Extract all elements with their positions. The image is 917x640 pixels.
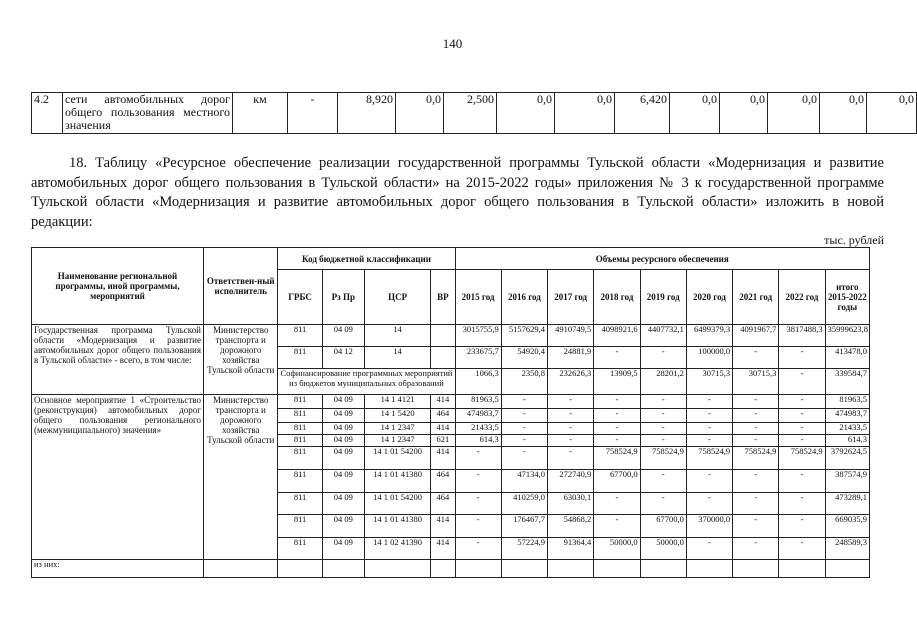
cell-value: - [779, 493, 825, 515]
cell-value: 474983,7 [825, 409, 869, 423]
cell-value: 21433,5 [455, 423, 501, 435]
cell-vr [431, 347, 455, 369]
cell-value: - [686, 435, 732, 447]
cell-value: - [594, 395, 640, 409]
header-year: 2020 год [686, 270, 732, 325]
cell-value: 669035,9 [825, 515, 869, 538]
cell-value: - [501, 409, 547, 423]
cell-value: - [779, 515, 825, 538]
cofinancing-label: Софинансирование программных мероприятий из бюджетов муниципальных образований [278, 369, 455, 395]
footer-label: из них: [32, 560, 204, 578]
header-row [32, 248, 870, 270]
cell-value: - [455, 538, 501, 560]
cell-value: - [733, 347, 779, 369]
cell-value: - [733, 409, 779, 423]
row-value: 8,920 [338, 93, 396, 134]
cell-rzpr: 04 09 [322, 493, 364, 515]
cell-value: 410259,0 [501, 493, 547, 515]
cell-value: 81963,5 [455, 395, 501, 409]
row-value: 0,0 [670, 93, 720, 134]
cell-value: - [733, 470, 779, 493]
cell-csr: 14 1 02 41390 [364, 538, 430, 560]
cell-value: - [640, 435, 686, 447]
cell-value: - [455, 447, 501, 470]
page-number: 140 [442, 36, 463, 51]
cell-value: 13909,5 [594, 369, 640, 395]
cell-value: - [594, 409, 640, 423]
cell-value: - [733, 435, 779, 447]
empty-cell [322, 560, 364, 578]
program-name: Государственная программа Тульской области «Модернизация и развитие автомобильных дорог общего пользования в Тульской области» - всего, в том числе: [32, 325, 204, 395]
cell-value: 473289,1 [825, 493, 869, 515]
row-value: 0,0 [867, 93, 917, 134]
cell-value: 413478,0 [825, 347, 869, 369]
cell-vr: 464 [431, 493, 455, 515]
empty-cell [364, 560, 430, 578]
cell-csr: 14 [364, 347, 430, 369]
cell-rzpr: 04 09 [322, 435, 364, 447]
cell-value: - [779, 395, 825, 409]
cell-value: 176467,7 [501, 515, 547, 538]
header-year: 2015 год [455, 270, 501, 325]
empty-cell [431, 560, 455, 578]
cell-value: - [594, 515, 640, 538]
cell-rzpr: 04 12 [322, 347, 364, 369]
row-name: сети автомобильных дорог общего пользования местного значения [63, 93, 233, 134]
cell-value: 21433,5 [825, 423, 869, 435]
cell-vr: 414 [431, 515, 455, 538]
paragraph: 18. Таблицу «Ресурсное обеспечение реализации государственной программы Тульской области «Модернизация и развитие автомобильных дорог общего пользования в Тульской области» на 2015-2022 годы» приложения № 3 к государственной программе Тульской области «Модернизация и развитие автомобильных дорог общего пользования в Тульской области» изложить в новой редакции: [31, 155, 884, 230]
cell-grbs: 811 [278, 395, 322, 409]
cell-value: - [733, 538, 779, 560]
cell-value: - [733, 493, 779, 515]
cell-value: - [686, 538, 732, 560]
row-value: 0,0 [396, 93, 444, 134]
cell-rzpr: 04 09 [322, 447, 364, 470]
empty-cell [825, 560, 869, 578]
row-unit: км [233, 93, 288, 134]
cell-value: 4098921,6 [594, 325, 640, 347]
cell-rzpr: 04 09 [322, 470, 364, 493]
row-value: 6,420 [615, 93, 670, 134]
cell-value: 100000,0 [686, 347, 732, 369]
row-value: 0,0 [497, 93, 555, 134]
cell-value: - [779, 470, 825, 493]
cell-value: 3015755,9 [455, 325, 501, 347]
cell-value: 24881,9 [548, 347, 594, 369]
table-row [32, 93, 917, 134]
cell-value: - [779, 423, 825, 435]
cell-value: 2350,8 [501, 369, 547, 395]
cell-value: 614,3 [825, 435, 869, 447]
cell-value: 54920,4 [501, 347, 547, 369]
cell-csr: 14 1 2347 [364, 423, 430, 435]
row-value: 0,0 [720, 93, 768, 134]
cell-csr: 14 [364, 325, 430, 347]
cell-value: 47134,0 [501, 470, 547, 493]
cell-vr: 464 [431, 409, 455, 423]
cell-value: 370000,0 [686, 515, 732, 538]
cell-vr: 414 [431, 423, 455, 435]
cell-value: 30715,3 [686, 369, 732, 395]
cell-value: 4407732,1 [640, 325, 686, 347]
cell-value: - [548, 423, 594, 435]
header-year: 2018 год [594, 270, 640, 325]
header-year: 2022 год [779, 270, 825, 325]
measure-name: Основное мероприятие 1 «Строительство (реконструкция) автомобильных дорог общего пользования регионального (межмуниципального) значения» [32, 395, 204, 560]
header-rzpr: Рз Пр [322, 270, 364, 325]
cell-rzpr: 04 09 [322, 395, 364, 409]
cell-value: 758524,9 [686, 447, 732, 470]
cell-value: - [640, 493, 686, 515]
cell-grbs: 811 [278, 493, 322, 515]
top-table [31, 92, 917, 134]
cell-value: 35999623,8 [825, 325, 869, 347]
cell-value: - [548, 395, 594, 409]
cell-value: - [733, 395, 779, 409]
cell-csr: 14 1 4121 [364, 395, 430, 409]
empty-cell [204, 560, 278, 578]
cell-value: 3817488,3 [779, 325, 825, 347]
empty-cell [501, 560, 547, 578]
cell-value: 30715,3 [733, 369, 779, 395]
header-csr: ЦСР [364, 270, 430, 325]
cell-vr: 414 [431, 395, 455, 409]
cell-value: 614,3 [455, 435, 501, 447]
cell-value: 50000,0 [594, 538, 640, 560]
cell-rzpr: 04 09 [322, 409, 364, 423]
cell-vr: 414 [431, 447, 455, 470]
cell-value: 5157629,4 [501, 325, 547, 347]
cell-value: - [779, 409, 825, 423]
cell-value: - [548, 435, 594, 447]
cell-value: - [548, 409, 594, 423]
empty-cell [779, 560, 825, 578]
cell-grbs: 811 [278, 423, 322, 435]
cell-value: - [779, 347, 825, 369]
cell-value: 57224,9 [501, 538, 547, 560]
cell-value: - [594, 435, 640, 447]
header-total: итого 2015-2022 годы [825, 270, 869, 325]
cell-value: 6499379,3 [686, 325, 732, 347]
cell-vr [431, 325, 455, 347]
cell-value: - [594, 423, 640, 435]
cell-value: - [733, 423, 779, 435]
table-row [32, 325, 870, 347]
cell-grbs: 811 [278, 325, 322, 347]
cell-rzpr: 04 09 [322, 538, 364, 560]
cell-value: - [640, 395, 686, 409]
cell-value: 67700,0 [594, 470, 640, 493]
cell-value: 54868,2 [548, 515, 594, 538]
cell-grbs: 811 [278, 515, 322, 538]
cell-value: - [501, 423, 547, 435]
measure-executor: Министерство транспорта и дорожного хозяйства Тульской области [204, 395, 278, 560]
cell-value: - [686, 493, 732, 515]
cell-vr: 464 [431, 470, 455, 493]
cell-value: 758524,9 [733, 447, 779, 470]
header-name: Наименование региональной программы, иной программы, мероприятий [32, 248, 204, 325]
row-value: 0,0 [768, 93, 820, 134]
cell-value: 339584,7 [825, 369, 869, 395]
cell-csr: 14 1 01 54200 [364, 447, 430, 470]
cell-value: - [501, 395, 547, 409]
header-grbs: ГРБС [278, 270, 322, 325]
cell-csr: 14 1 2347 [364, 435, 430, 447]
cell-value: 3792624,5 [825, 447, 869, 470]
cell-value: 4091967,7 [733, 325, 779, 347]
cell-value: - [640, 409, 686, 423]
cell-rzpr: 04 09 [322, 325, 364, 347]
empty-cell [686, 560, 732, 578]
cell-grbs: 811 [278, 538, 322, 560]
empty-cell [455, 560, 501, 578]
cell-csr: 14 1 01 41380 [364, 515, 430, 538]
header-year: 2019 год [640, 270, 686, 325]
cell-value: 232626,3 [548, 369, 594, 395]
cell-value: - [640, 347, 686, 369]
cell-value: 81963,5 [825, 395, 869, 409]
cell-value: 28201,2 [640, 369, 686, 395]
cell-value: 4910749,5 [548, 325, 594, 347]
cell-grbs: 811 [278, 409, 322, 423]
cell-value: - [455, 493, 501, 515]
row-number: 4.2 [32, 93, 63, 134]
cell-value: - [686, 409, 732, 423]
header-year: 2021 год [733, 270, 779, 325]
program-executor: Министерство транспорта и дорожного хозяйства Тульской области [204, 325, 278, 395]
cell-vr: 414 [431, 538, 455, 560]
cell-value: 1066,3 [455, 369, 501, 395]
cell-grbs: 811 [278, 447, 322, 470]
cell-value: - [594, 493, 640, 515]
cell-value: 67700,0 [640, 515, 686, 538]
cell-value: 63030,1 [548, 493, 594, 515]
cell-value: - [686, 470, 732, 493]
cell-value: - [501, 447, 547, 470]
row-value: 0,0 [820, 93, 867, 134]
header-volume-group: Объемы ресурсного обеспечения [455, 248, 870, 270]
empty-cell [548, 560, 594, 578]
cell-value: - [594, 347, 640, 369]
cell-value: 50000,0 [640, 538, 686, 560]
cell-csr: 14 1 01 54200 [364, 493, 430, 515]
header-year: 2016 год [501, 270, 547, 325]
cell-value: 248589,3 [825, 538, 869, 560]
cell-value: 758524,9 [594, 447, 640, 470]
empty-cell [278, 560, 322, 578]
cell-csr: 14 1 01 41380 [364, 470, 430, 493]
cell-value: - [779, 538, 825, 560]
cell-value: - [455, 470, 501, 493]
cell-rzpr: 04 09 [322, 515, 364, 538]
cell-value: 758524,9 [779, 447, 825, 470]
cell-value: 272740,9 [548, 470, 594, 493]
row-value: 2,500 [444, 93, 497, 134]
cell-value: - [686, 395, 732, 409]
header-code-group: Код бюджетной классификации [278, 248, 455, 270]
header-year: 2017 год [548, 270, 594, 325]
row-value: 0,0 [555, 93, 615, 134]
table-row [32, 395, 870, 409]
empty-cell [640, 560, 686, 578]
empty-cell [733, 560, 779, 578]
table-row [32, 560, 870, 578]
cell-vr: 621 [431, 435, 455, 447]
resource-table [31, 247, 870, 578]
cell-value: 387574,9 [825, 470, 869, 493]
cell-csr: 14 1 5420 [364, 409, 430, 423]
cell-value: - [455, 515, 501, 538]
cell-value: - [640, 423, 686, 435]
cell-rzpr: 04 09 [322, 423, 364, 435]
cell-value: - [501, 435, 547, 447]
cell-value: 758524,9 [640, 447, 686, 470]
cell-grbs: 811 [278, 435, 322, 447]
cell-value: - [779, 369, 825, 395]
unit-label: тыс. рублей [824, 233, 884, 247]
header-executor: Ответствен-ный исполнитель [204, 248, 278, 325]
cell-value: - [686, 423, 732, 435]
empty-cell [594, 560, 640, 578]
cell-grbs: 811 [278, 470, 322, 493]
cell-value: 233675,7 [455, 347, 501, 369]
cell-value: - [779, 435, 825, 447]
cell-value: - [733, 515, 779, 538]
row-dash: - [288, 93, 338, 134]
cell-value: 474983,7 [455, 409, 501, 423]
cell-grbs: 811 [278, 347, 322, 369]
cell-value: 91364,4 [548, 538, 594, 560]
cell-value: - [548, 447, 594, 470]
header-vr: ВР [431, 270, 455, 325]
cell-value: - [640, 470, 686, 493]
